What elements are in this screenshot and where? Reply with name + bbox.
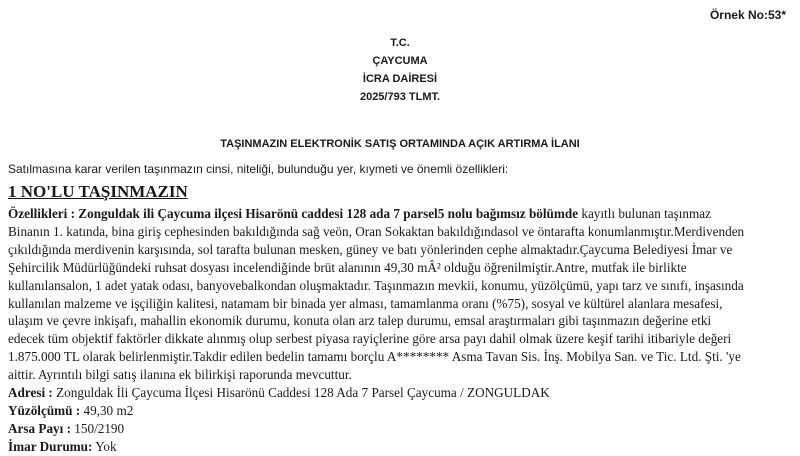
area-row xyxy=(8,402,792,420)
features-line-4: kullanılansalon, 1 adet yatak odası, banyovebalkondan oluşmaktadır. Taşınmazın mevkii, konumu, yüzölçümü, yapı tarz ve sınıfı, inşasında xyxy=(8,277,744,293)
features-line-8: 1.875.000 TL olarak belirlenmiştir.Takdir edilen bedelin tamamı borçlu A******** Asma Tavan Sis. İnş. Mobilya San. ve Tic. Ltd. Şti. 'ye xyxy=(8,349,741,365)
notice-title: TAŞINMAZIN ELEKTRONİK SATIŞ ORTAMINDA AÇIK ARTIRMA İLANI xyxy=(220,138,580,150)
address-label: Adresi : xyxy=(8,385,53,401)
features-line-0: kayıtlı bulunan taşınmaz xyxy=(581,206,711,221)
features-line-1: Binanın 1. katında, bina giriş cephesinden bakıldığında sağ veön, Oran Sokaktan bakıldığındasol ve öntarafta konumlanmıştır.Merdivenden xyxy=(8,223,745,239)
sample-number: Örnek No:53* xyxy=(709,8,786,22)
area-value: 49,30 m2 xyxy=(83,402,134,418)
address-row xyxy=(8,384,792,402)
features-first-line xyxy=(8,205,792,223)
features-line-7: edecek tüm objektif faktörler dikkate alınmış olup serbest piyasa rayiçlerine göre arsa payı dahil olmak üzere keşif tarihi itibariyle değeri xyxy=(8,331,732,347)
header-file-number: 2025/793 TLMT. xyxy=(359,91,441,103)
intro-text: Satılmasına karar verilen taşınmazın cinsi, niteliği, bulunduğu yer, kıymeti ve önemli özellikleri: xyxy=(8,162,509,176)
court-header xyxy=(0,34,800,106)
share-label: Arsa Payı : xyxy=(8,420,71,436)
property-details xyxy=(8,205,792,456)
features-line-9: aittir. Ayrıntılı bilgi satış ilanına ek bilirkişi raporunda mevcuttur. xyxy=(8,367,352,383)
header-office: İCRA DAİRESİ xyxy=(362,73,438,85)
features-line-6: ulaşım ve çevre inkişafı, mahallin ekonomik durumu, konuta olan arz talep durumu, emsal araştırmaları gibi taşınmazın değerine etki xyxy=(8,313,712,329)
share-value: 150/2190 xyxy=(74,420,125,436)
zoning-label: İmar Durumu: xyxy=(8,438,93,454)
share-row xyxy=(8,420,792,438)
header-district: ÇAYCUMA xyxy=(372,55,428,67)
property-heading: 1 NO'LU TAŞINMAZIN xyxy=(8,182,188,201)
features-line-5: kullanılan malzeme ve işçiliğin kalitesi, natamam bir binada yer alması, tamamlanma oranı (%75), sosyal ve kültürel alanlara mesafesi, xyxy=(8,295,723,311)
features-label: Özellikleri : Zonguldak ili Çaycuma ilçesi Hisarönü caddesi 128 ada 7 parsel5 nolu bağımsız bölümde xyxy=(8,206,579,221)
features-line-3: Şehircilik Müdürlüğündeki ruhsat dosyası incelendiğinde brüt alanının 49,30 mÂ² olduğu öğrenilmiştir.Antre, mutfak ile birlikte xyxy=(8,259,687,275)
area-label: Yüzölçümü : xyxy=(8,402,81,418)
features-line-2: çıkıldığında merdivenin karşısında, sol tarafta bulunan mesken, güney ve batı yönlerinden cephe almaktadır.Çaycuma Belediyesi İmar ve xyxy=(8,241,733,257)
zoning-row xyxy=(8,438,792,456)
header-country: T.C. xyxy=(390,37,410,49)
address-value: Zonguldak İli Çaycuma İlçesi Hisarönü Caddesi 128 Ada 7 Parsel Çaycuma / ZONGULDAK xyxy=(56,385,550,401)
zoning-value: Yok xyxy=(95,438,117,454)
